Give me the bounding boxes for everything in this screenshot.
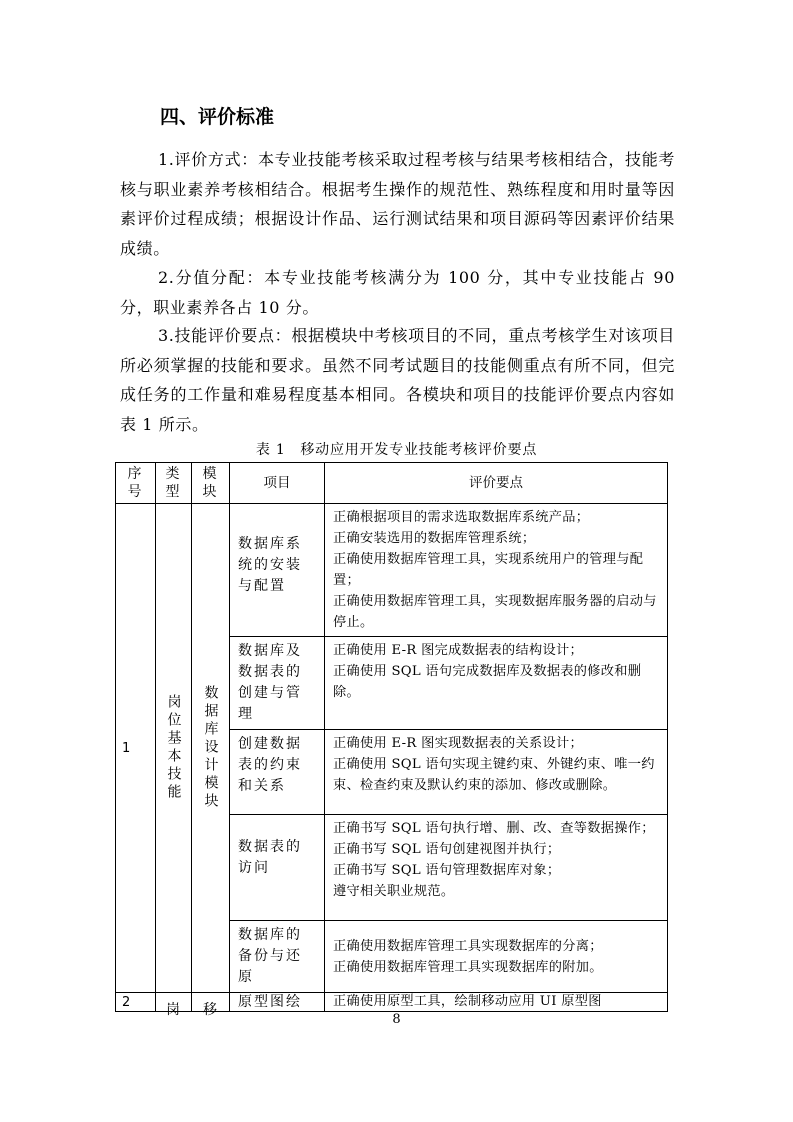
item-cell: 创建数据表的约束和关系 bbox=[230, 730, 325, 815]
header-module: 模块 bbox=[192, 463, 230, 504]
evaluation-table bbox=[115, 462, 668, 1018]
evaluation-point: 正确书写 SQL 语句管理数据库对象； bbox=[333, 863, 561, 878]
table-header-row bbox=[116, 463, 668, 504]
paragraph-text: 2.分值分配：本专业技能考核满分为 100 分，其中专业技能占 90 分，职业素养各占 10 分。 bbox=[120, 268, 675, 317]
paragraph-text: 3.技能评价要点：根据模块中考核项目的不同，重点考核学生对该项目所必须掌握的技能和要求。虽然不同考试题目的技能侧重点有所不同，但完成任务的工作量和难易程度基本相同。各模块和项目的技能评价要点内容如表 1 所示。 bbox=[120, 326, 675, 434]
item-cell: 数据库系统的安装与配置 bbox=[230, 504, 325, 637]
points-cell bbox=[325, 504, 668, 637]
header-item: 项目 bbox=[230, 463, 325, 504]
table-row bbox=[116, 504, 668, 637]
row-index-1: 1 bbox=[116, 504, 156, 993]
points-cell bbox=[325, 730, 668, 815]
section-heading: 四、评价标准 bbox=[160, 106, 275, 128]
evaluation-point: 正确使用原型工具，绘制移动应用 UI 原型图 bbox=[333, 994, 602, 1009]
item-cell: 数据库的备份与还原 bbox=[230, 921, 325, 993]
points-cell bbox=[325, 815, 668, 921]
item-cell: 原型图绘 bbox=[230, 993, 325, 1012]
paragraph-skill-points bbox=[120, 321, 675, 439]
header-type: 类型 bbox=[156, 463, 192, 504]
evaluation-point: 正确安装选用的数据库管理系统； bbox=[333, 531, 536, 546]
row-type-2: 岗 bbox=[156, 993, 192, 1012]
evaluation-point: 正确使用数据库管理工具，实现数据库服务器的启动与停止。 bbox=[333, 594, 657, 630]
evaluation-point: 正确使用 SQL 语句完成数据库及数据表的修改和删除。 bbox=[333, 664, 642, 700]
evaluation-point: 正确使用 SQL 语句实现主键约束、外键约束、唯一约束、检查约束及默认约束的添加、修改或删除。 bbox=[333, 757, 655, 793]
item-cell: 数据表的访问 bbox=[230, 815, 325, 921]
evaluation-point: 正确书写 SQL 语句执行增、删、改、查等数据操作； bbox=[333, 821, 655, 836]
points-cell bbox=[325, 637, 668, 730]
evaluation-point: 正确书写 SQL 语句创建视图并执行； bbox=[333, 842, 561, 857]
evaluation-point: 正确使用 E-R 图完成数据表的结构设计； bbox=[333, 643, 583, 658]
evaluation-point: 正确根据项目的需求选取数据库系统产品； bbox=[333, 510, 590, 525]
paragraph-text: 1.评价方式：本专业技能考核采取过程考核与结果考核相结合，技能考核与职业素养考核相结合。根据考生操作的规范性、熟练程度和用时量等因素评价过程成绩；根据设计作品、运行测试结果和项目源码等因素评价结果成绩。 bbox=[120, 150, 675, 258]
paragraph-evaluation-method bbox=[120, 145, 675, 263]
evaluation-point: 正确使用数据库管理工具实现数据库的附加。 bbox=[333, 959, 603, 975]
item-cell: 数据库及数据表的创建与管理 bbox=[230, 637, 325, 730]
paragraph-score-distribution bbox=[120, 263, 675, 322]
row-module-1: 数据库设计模块 bbox=[192, 504, 230, 993]
evaluation-point: 正确使用数据库管理工具，实现系统用户的管理与配置； bbox=[333, 552, 644, 588]
row-type-1: 岗位基本技能 bbox=[156, 504, 192, 993]
row-index-2: 2 bbox=[116, 993, 156, 1012]
evaluation-point: 遵守相关职业规范。 bbox=[333, 884, 455, 899]
table-row bbox=[116, 993, 668, 1012]
row-module-2: 移 bbox=[192, 993, 230, 1012]
evaluation-point: 正确使用 E-R 图实现数据表的关系设计； bbox=[333, 736, 583, 751]
header-index: 序号 bbox=[116, 463, 156, 504]
evaluation-point: 正确使用数据库管理工具实现数据库的分离； bbox=[333, 938, 603, 954]
page-number: 8 bbox=[392, 1012, 401, 1027]
header-points: 评价要点 bbox=[325, 463, 668, 504]
points-cell bbox=[325, 993, 668, 1012]
table-caption: 表 1 移动应用开发专业技能考核评价要点 bbox=[255, 442, 538, 458]
points-cell bbox=[325, 921, 668, 993]
